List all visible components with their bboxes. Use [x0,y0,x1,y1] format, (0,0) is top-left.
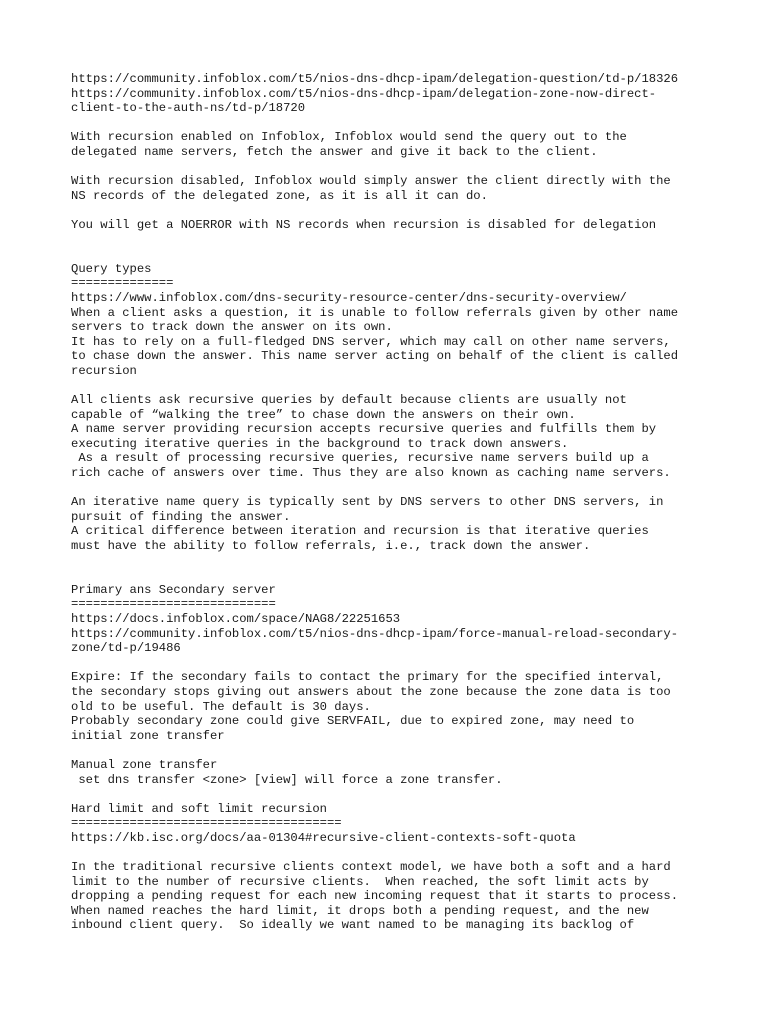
text-line: https://docs.infoblox.com/space/NAG8/22251653 [71,611,401,626]
text-line: Primary ans Secondary server [71,582,276,597]
text-line: the secondary stops giving out answers about the zone because the zone data is too [71,684,671,699]
blank-line [71,233,721,248]
text-line: As a result of processing recursive queries, recursive name servers build up a [71,451,649,466]
text-line: https://community.infoblox.com/t5/nios-dns-dhcp-ipam/force-manual-reload-secondary- [71,626,679,641]
text-line: A critical difference between iteration and recursion is that iterative queries [71,524,649,539]
text-line: ============== [71,276,174,291]
text-line: client-to-the-auth-ns/td-p/18720 [71,101,306,116]
text-line: servers to track down the answer on its own. [71,320,393,335]
text-line: to chase down the answer. This name server acting on behalf of the client is called [71,349,679,364]
text-line: It has to rely on a full-fledged DNS server, which may call on other name servers, [71,334,671,349]
text-line: ============================ [71,597,276,612]
blank-line [71,378,721,393]
text-line: pursuit of finding the answer. [71,509,291,524]
text-line: recursion [71,363,137,378]
text-line: When named reaches the hard limit, it drops both a pending request, and the new [71,903,649,918]
text-line: When a client asks a question, it is unable to follow referrals given by other name [71,305,679,320]
blank-line [71,481,721,496]
text-line: limit to the number of recursive clients. When reached, the soft limit acts by [71,874,649,889]
text-line: dropping a pending request for each new incoming request that it starts to process. [71,889,679,904]
text-line: must have the ability to follow referrals, i.e., track down the answer. [71,539,591,553]
text-line: https://community.infoblox.com/t5/nios-dns-dhcp-ipam/delegation-zone-now-direct- [71,86,657,101]
text-line: A name server providing recursion accepts recursive queries and fulfills them by [71,422,657,437]
blank-line [71,203,721,218]
document-text [71,72,721,933]
text-line: executing iterative queries in the background to track down answers. [71,436,569,451]
text-line: NS records of the delegated zone, as it is all it can do. [71,188,488,203]
text-line: With recursion disabled, Infoblox would simply answer the client directly with the [71,174,671,189]
text-line: Query types [71,261,152,276]
text-line: https://community.infoblox.com/t5/nios-dns-dhcp-ipam/delegation-question/td-p/18326 [71,72,679,86]
blank-line [71,247,721,262]
text-line: capable of “walking the tree” to chase down the answers on their own. [71,407,576,422]
text-line: https://kb.isc.org/docs/aa-01304#recursive-client-contexts-soft-quota [71,830,576,845]
blank-line [71,568,721,583]
blank-line [71,787,721,802]
text-line: zone/td-p/19486 [71,641,181,656]
text-line: old to be useful. The default is 30 days. [71,699,371,714]
text-line: With recursion enabled on Infoblox, Infoblox would send the query out to the [71,130,627,145]
text-line: inbound client query. So ideally we want named to be managing its backlog of [71,918,635,933]
text-line: initial zone transfer [71,728,225,743]
text-line: In the traditional recursive clients context model, we have both a soft and a hard [71,860,671,875]
text-line: https://www.infoblox.com/dns-security-resource-center/dns-security-overview/ [71,290,627,305]
text-line: Manual zone transfer [71,757,218,772]
blank-line [71,845,721,860]
blank-line [71,554,721,569]
blank-line [71,160,721,175]
text-line: Hard limit and soft limit recursion [71,801,327,816]
text-line: ===================================== [71,816,342,831]
text-line: Probably secondary zone could give SERVFAIL, due to expired zone, may need to [71,714,635,729]
blank-line [71,743,721,758]
text-line: delegated name servers, fetch the answer and give it back to the client. [71,144,598,159]
blank-line [71,116,721,131]
blank-line [71,656,721,671]
text-line: set dns transfer <zone> [view] will force a zone transfer. [71,772,503,787]
text-line: You will get a NOERROR with NS records when recursion is disabled for delegation [71,217,657,232]
text-line: Expire: If the secondary fails to contact the primary for the specified interval, [71,670,664,685]
text-line: All clients ask recursive queries by default because clients are usually not [71,393,627,408]
text-line: rich cache of answers over time. Thus they are also known as caching name servers. [71,466,671,481]
text-line: An iterative name query is typically sent by DNS servers to other DNS servers, in [71,495,664,510]
